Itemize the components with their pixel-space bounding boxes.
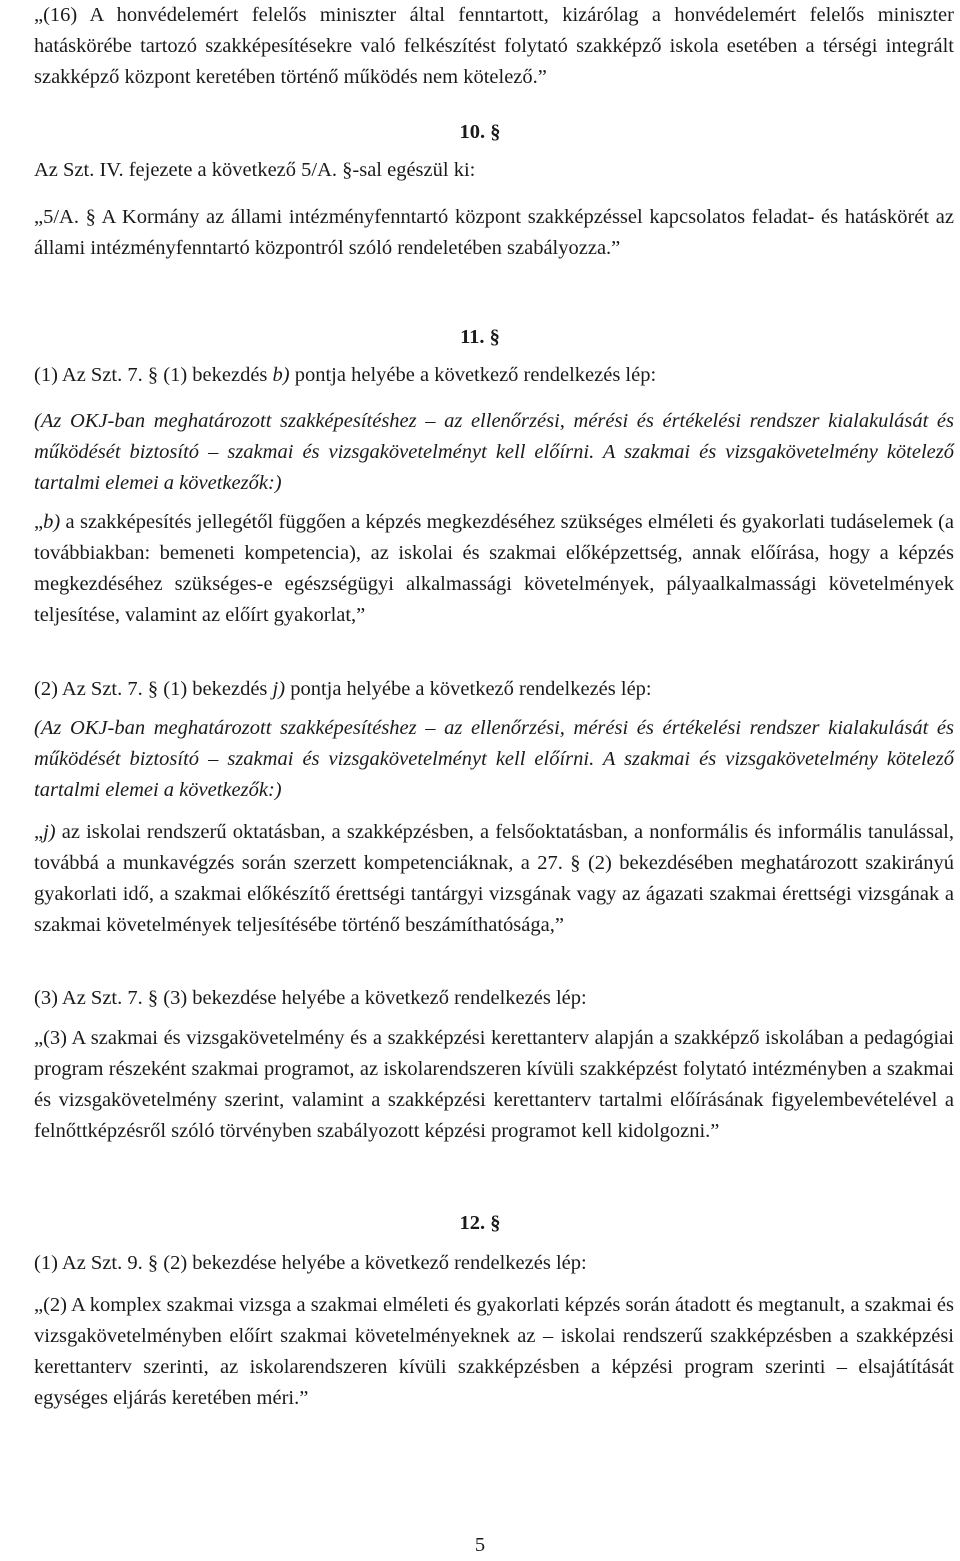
section-10-intro: Az Szt. IV. fejezete a következő 5/A. §-sal egészül ki: xyxy=(34,159,476,181)
section-10-heading: 10. § xyxy=(459,121,501,143)
page-number: 5 xyxy=(474,1534,486,1556)
section-11-para1-intro: (1) Az Szt. 7. § (1) bekezdés b) pontja helyébe a következő rendelkezés lép: xyxy=(34,364,657,386)
section-11-heading: 11. § xyxy=(460,326,500,348)
section-11-para3-intro: (3) Az Szt. 7. § (3) bekezdése helyébe a következő rendelkezés lép: xyxy=(34,987,587,1009)
section-10-5a-text: „5/A. § A Kormány az állami intézményfenntartó központ szakképzéssel kapcsolatos feladat- és hatáskörét az állami intézményfenntartó központról szóló rendeletében szabályozza.” xyxy=(34,206,954,259)
section-11-para2-intro: (2) Az Szt. 7. § (1) bekezdés j) pontja helyébe a következő rendelkezés lép: xyxy=(34,678,652,700)
section-12-heading: 12. § xyxy=(459,1212,501,1234)
section-11-para3-text: „(3) A szakmai és vizsgakövetelmény és a szakképzési kerettanterv alapján a szakképző iskolában a pedagógiai program részeként szakmai programot, az iskolarendszeren kívüli szakképzést folytató intézményben a szakmai és vizsgakövetelmény szerint, valamint a szakképzési kerettanterv tartalmi előírásának figyelembevételével a felnőttképzésről szóló törvényben szabályozott képzési programot kell kidolgozni.” xyxy=(34,1027,954,1142)
section-11-para1-context: (Az OKJ-ban meghatározott szakképesítéshez – az ellenőrzési, mérési és értékelési rendszer kialakulását és működését biztosító – szakmai és vizsgakövetelményt kell előírni. A szakmai és vizsgakövetelmény kötelező tartalmi elemei a következők:) xyxy=(34,410,954,494)
section-12-para1-text: „(2) A komplex szakmai vizsga a szakmai elméleti és gyakorlati képzés során átadott és megtanult, a szakmai és vizsgakövetelményben előírt szakmai követelményeknek az – iskolai rendszerű szakképzésben a szakképzési kerettanterv szerinti, az iskolarendszeren kívüli szakképzésben a képzési program szerinti – elsajátítását egységes eljárás keretében méri.” xyxy=(34,1294,954,1409)
section-11-para1-text: „b) a szakképesítés jellegétől függően a képzés megkezdéséhez szükséges elméleti és gyakorlati tudáselemek (a továbbiakban: bemeneti kompetencia), az iskolai és szakmai előképzettség, annak előírása, hogy a képzés megkezdéséhez szükséges-e egészségügyi alkalmassági követelmények, pályaalkalmassági követelmények teljesítése, valamint az előírt gyakorlat,” xyxy=(34,511,954,626)
section-11-para2-text: „j) az iskolai rendszerű oktatásban, a szakképzésben, a felsőoktatásban, a nonformális és informális tanulással, továbbá a munkavégzés során szerzett kompetenciáknak, a 27. § (2) bekezdésében meghatározott szakirányú gyakorlati idő, a szakmai előkészítő érettségi tantárgyi vizsgának vagy az ágazati szakmai érettségi vizsgának a szakmai követelmények teljesítésébe történő beszámíthatósága,” xyxy=(34,821,954,936)
section-12-para1-intro: (1) Az Szt. 9. § (2) bekezdése helyébe a következő rendelkezés lép: xyxy=(34,1252,587,1274)
section-11-para2-context: (Az OKJ-ban meghatározott szakképesítéshez – az ellenőrzési, mérési és értékelési rendszer kialakulását és működését biztosító – szakmai és vizsgakövetelményt kell előírni. A szakmai és vizsgakövetelmény kötelező tartalmi elemei a következők:) xyxy=(34,717,954,801)
paragraph-16: „(16) A honvédelemért felelős miniszter által fenntartott, kizárólag a honvédelemért felelős miniszter hatáskörébe tartozó szakképesítésekre való felkészítést folytató szakképző iskola esetében a térségi integrált szakképző központ keretében történő működés nem kötelező.” xyxy=(34,4,954,88)
